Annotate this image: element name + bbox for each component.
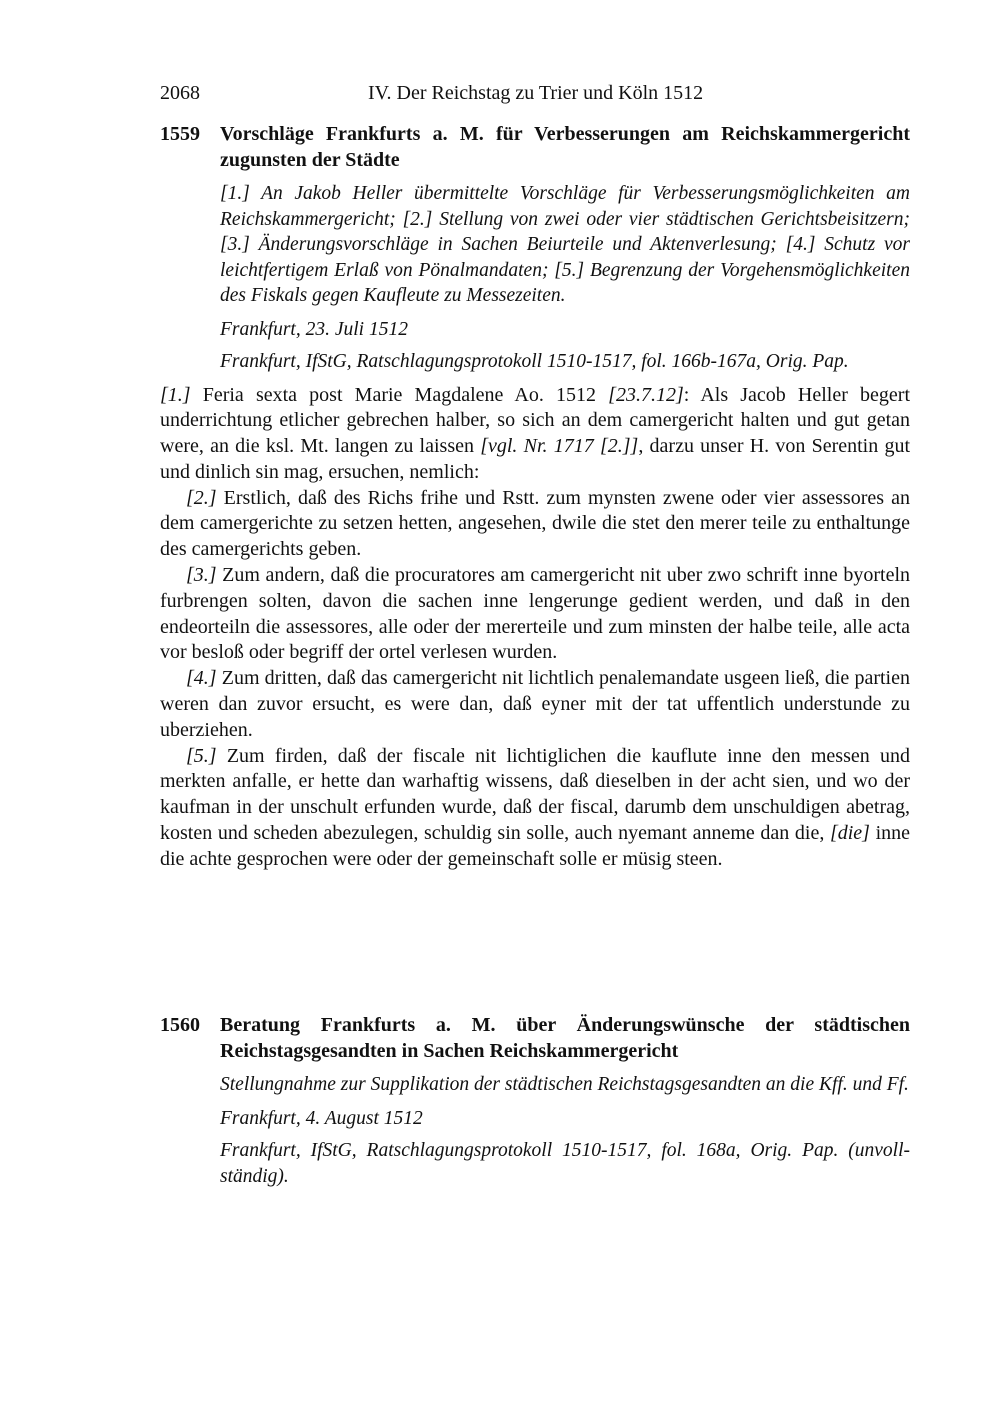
- entry-heading: [160, 1012, 910, 1064]
- entry-summary: Stellungnahme zur Supplikation der städtischen Reichstagsgesandten an die Kff. und Ff.: [220, 1074, 909, 1095]
- entry-title: Beratung Frankfurts a. M. über Änderungswünsche der städtischen Reichstagsgesandten in Sachen Reichskammergericht: [220, 1014, 910, 1062]
- entry-place-date: Frankfurt, 4. August 1512: [220, 1107, 423, 1129]
- body-paragraph-2: [160, 486, 910, 563]
- paragraph-text: inne die achte gesprochen were oder der gemeinschaft solle er müsig steen.: [160, 822, 911, 870]
- editorial-insert: [die]: [829, 822, 870, 845]
- paragraph-text: Zum andern, daß die procuratores am camergericht nit uber zwo schrift inne byorteln furbrengen solten, davon die sachen inne lengerunge gedient werden, und daß in den endeorteiln die assessores, alle oder der mererteile und zum minsten der halbe teile, alle acta vor besloß oder begriff der ortel verlesen wurden.: [160, 564, 910, 664]
- entry-1560: [160, 1012, 910, 1189]
- entry-heading: [160, 121, 910, 173]
- paragraph-mark: [3.]: [186, 564, 217, 587]
- paragraph-text: , darzu unser H. von Serentin gut und dinlich sin mag, ersuchen, nemlich:: [160, 435, 911, 483]
- paragraph-text: Feria sexta post Marie Magdalene Ao. 1512: [190, 383, 609, 406]
- paragraph-text: : Als Jacob Heller begert underrichtung etlicher gebrechen halber, so sich an dem camergericht halten und gut getan were, an die ksl. Mt. langen zu laissen: [160, 383, 911, 458]
- paragraph-mark: [5.]: [186, 744, 217, 767]
- page-header: [160, 82, 910, 108]
- cross-reference: [vgl. Nr. 1717 [2.]]: [480, 435, 639, 458]
- entry-place-date: Frankfurt, 23. Juli 1512: [220, 318, 408, 340]
- running-title: IV. Der Reichstag zu Trier und Köln 1512: [368, 82, 704, 104]
- page-number: 2068: [160, 82, 200, 104]
- paragraph-mark: [2.]: [186, 486, 217, 509]
- body-paragraph-5: [160, 744, 910, 873]
- body-paragraph-1: [160, 383, 910, 486]
- entry-number: 1559: [160, 123, 200, 145]
- entry-source: Frankfurt, IfStG, Ratschlagungsprotokoll 1510-1517, fol. 166b-167a, Orig. Pap.: [220, 351, 849, 372]
- paragraph-text: Zum firden, daß der fiscale nit lichtiglichen die kauflute inne den messen und merkten anfalle, er hette dan warhaftig wissens, daß dieselben in der acht sien, und wo der kaufman in der unschult erfunden wurde, daß der fiscal, darumb dem unschuldigen abetrag, kosten und scheden abezulegen, schuldig sin solle, auch nyemant anneme dan die,: [160, 744, 910, 845]
- paragraph-text: Erstlich, daß des Richs frihe und Rstt. zum mynsten zwene oder vier assessores an dem camergerichte zu setzen hetten, angesehen, dwile die stet den merer teile zu enthaltunge des camergerichts geben.: [160, 486, 910, 561]
- body-paragraph-4: [160, 666, 910, 743]
- entry-1559: [160, 121, 910, 873]
- entry-body: [160, 383, 910, 873]
- paragraph-text: Zum dritten, daß das camergericht nit lichtlich penalemandate usgeen ließ, die partien weren dan zuvor ersucht, es were dan, daß eyner mit der tat uffentlich understunde zu uberziehen.: [160, 667, 910, 741]
- entry-source: Frankfurt, IfStG, Ratschlagungsprotokoll 1510-1517, fol. 168a, Orig. Pap. (unvollständig).: [220, 1140, 910, 1187]
- date-annotation: [23.7.12]: [608, 383, 684, 406]
- entry-summary: [1.] An Jakob Heller übermittelte Vorschläge für Verbesserungsmöglichkeiten am Reichskammergericht; [2.] Stellung von zwei oder vier städtischen Gerichtsbeisitzern; [3.] Änderungsvorschläge in Sachen Beiurteile und Aktenverlesung; [4.] Schutz vor leichtfertigem Erlaß von Pönalmandaten; [5.] Begrenzung der Vorgehensmöglichkeiten des Fiskals gegen Kaufleute zu Messezeiten.: [220, 183, 910, 306]
- body-paragraph-3: [160, 563, 910, 666]
- entry-number: 1560: [160, 1014, 200, 1036]
- paragraph-mark: [4.]: [186, 667, 217, 690]
- entry-title: Vorschläge Frankfurts a. M. für Verbesserungen am Reichskammergericht zugunsten der Städte: [220, 123, 910, 171]
- paragraph-mark: [1.]: [160, 383, 191, 406]
